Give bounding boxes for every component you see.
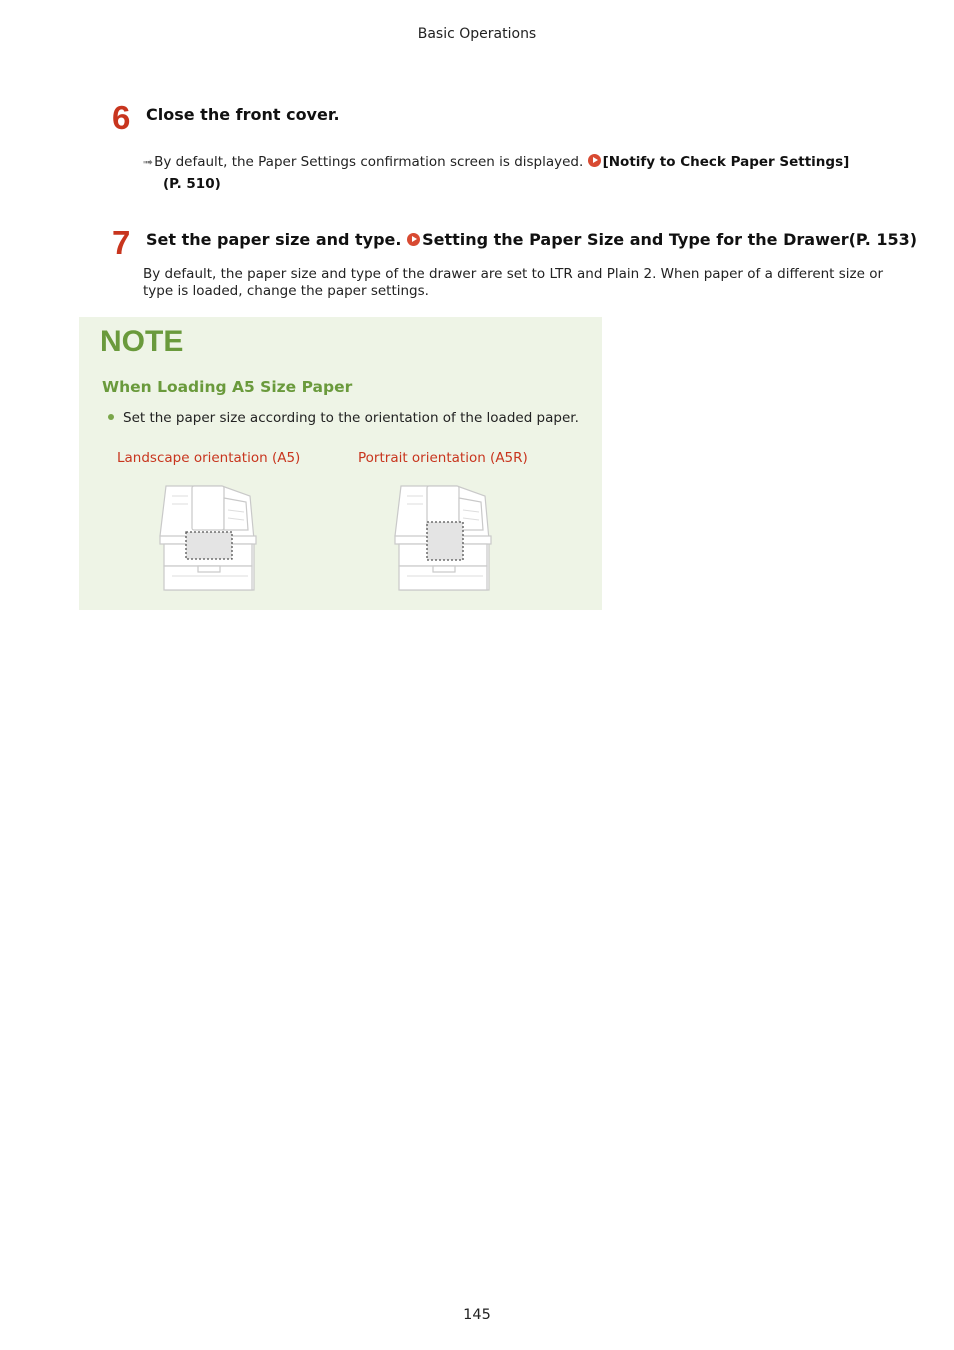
result-arrow-icon: ➟ xyxy=(143,155,152,169)
result-text: By default, the Paper Settings confirmation screen is displayed. xyxy=(154,154,584,170)
running-header: Basic Operations xyxy=(417,26,537,42)
step-number: 7 xyxy=(112,224,131,261)
note-bullet xyxy=(108,410,579,426)
printer-portrait-paper-icon xyxy=(393,482,493,594)
link-arrow-icon xyxy=(588,154,601,167)
note-box xyxy=(79,317,602,610)
step-title-row xyxy=(146,230,917,249)
portrait-caption: Portrait orientation (A5R) xyxy=(358,450,528,466)
link-page-ref: (P. 510) xyxy=(163,176,221,192)
step-7-body: By default, the paper size and type of the drawer are set to LTR and Plain 2. When paper of a different size or type is loaded, change the paper settings. xyxy=(143,266,884,299)
bullet-text: Set the paper size according to the orientation of the loaded paper. xyxy=(123,410,579,426)
note-title: NOTE xyxy=(100,325,184,358)
step-6-result xyxy=(143,151,863,195)
landscape-caption: Landscape orientation (A5) xyxy=(117,450,301,466)
step-title: Close the front cover. xyxy=(146,105,340,124)
page-number: 145 xyxy=(463,1307,491,1323)
link-text: [Notify to Check Paper Settings] xyxy=(602,154,850,170)
bullet-icon xyxy=(108,414,114,420)
paper-size-type-link[interactable] xyxy=(407,230,917,249)
step-title: Set the paper size and type. xyxy=(146,230,402,249)
printer-landscape-paper-icon xyxy=(158,482,258,594)
note-subtitle: When Loading A5 Size Paper xyxy=(102,378,353,396)
link-arrow-icon xyxy=(407,233,420,246)
step-number: 6 xyxy=(112,99,131,136)
link-text: Setting the Paper Size and Type for the Drawer(P. 153) xyxy=(422,230,918,249)
